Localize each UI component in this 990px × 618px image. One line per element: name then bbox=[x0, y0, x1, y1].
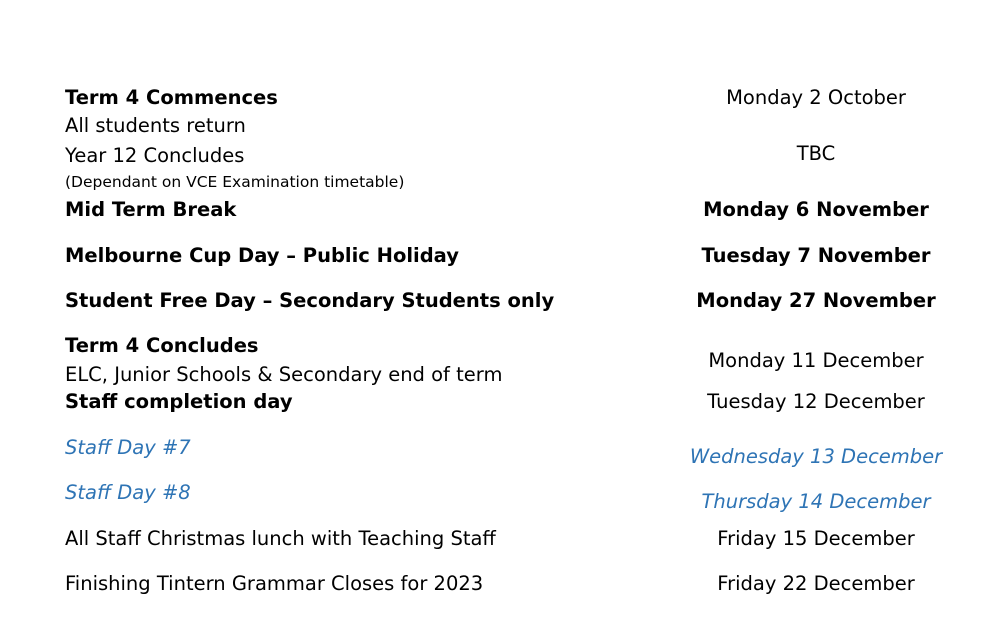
event-label-staff-completion-day: Staff completion day bbox=[65, 390, 293, 413]
event-label-staff-day-8: Staff Day #8 bbox=[65, 481, 191, 504]
event-date-student-free-day: Monday 27 November bbox=[696, 289, 936, 312]
event-label-christmas-lunch: All Staff Christmas lunch with Teaching Staff bbox=[65, 527, 496, 550]
event-label-school-closes: Finishing Tintern Grammar Closes for 2023 bbox=[65, 572, 484, 595]
event-date-school-closes: Friday 22 December bbox=[717, 572, 915, 595]
event-label-student-free-day: Student Free Day – Secondary Students only bbox=[65, 289, 555, 312]
event-date-end-of-term: Monday 11 December bbox=[708, 349, 924, 372]
event-date-staff-day-8: Thursday 14 December bbox=[701, 490, 931, 513]
event-note-vce-timetable: (Dependant on VCE Examination timetable) bbox=[65, 173, 405, 191]
event-date-term4-commences: Monday 2 October bbox=[726, 86, 906, 109]
event-date-mid-term-break: Monday 6 November bbox=[703, 198, 929, 221]
event-date-melbourne-cup-day: Tuesday 7 November bbox=[701, 244, 931, 267]
event-label-term4-commences: Term 4 Commences bbox=[65, 86, 278, 109]
event-date-staff-day-7: Wednesday 13 December bbox=[689, 445, 943, 468]
event-label-end-of-term: ELC, Junior Schools & Secondary end of term bbox=[65, 363, 503, 386]
event-date-staff-completion-day: Tuesday 12 December bbox=[707, 390, 925, 413]
event-label-year12-concludes: Year 12 Concludes bbox=[65, 144, 245, 167]
event-date-year12-concludes: TBC bbox=[796, 142, 836, 165]
event-label-staff-day-7: Staff Day #7 bbox=[65, 436, 191, 459]
event-label-melbourne-cup-day: Melbourne Cup Day – Public Holiday bbox=[65, 244, 459, 267]
event-label-term4-concludes: Term 4 Concludes bbox=[65, 334, 259, 357]
event-label-mid-term-break: Mid Term Break bbox=[65, 198, 237, 221]
event-label-all-students-return: All students return bbox=[65, 114, 246, 137]
event-date-christmas-lunch: Friday 15 December bbox=[717, 527, 915, 550]
